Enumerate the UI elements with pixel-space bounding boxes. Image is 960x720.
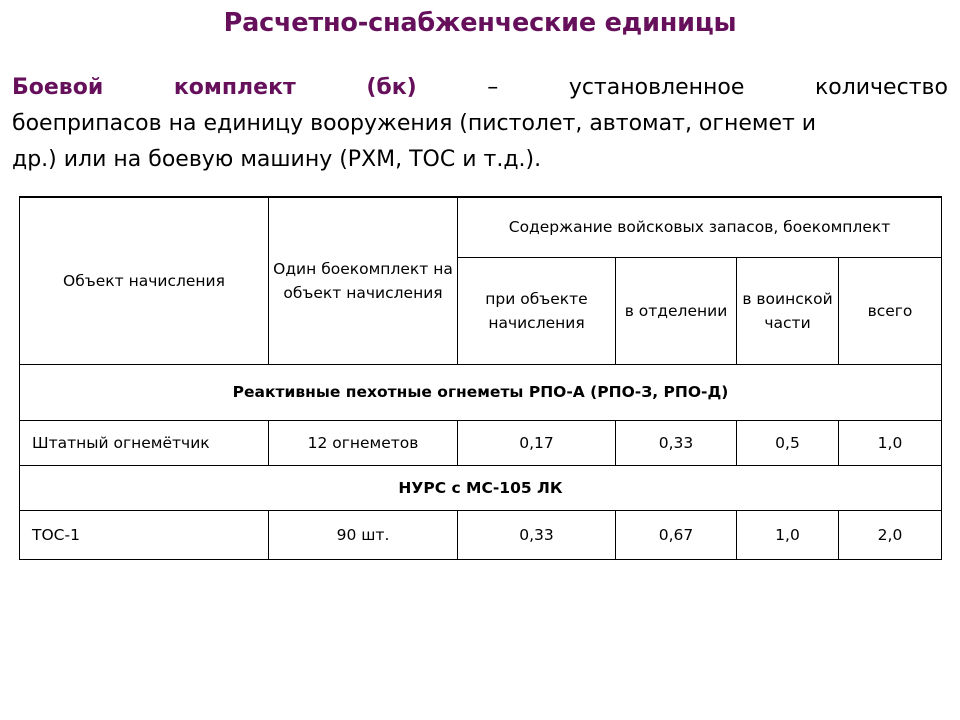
- definition-word-6: количество: [814, 75, 948, 100]
- header-at-object: при объекте начисления: [458, 257, 616, 364]
- header-one-kit: Один боекомплект на объект начисления: [269, 197, 458, 364]
- definition-dash: –: [487, 75, 499, 100]
- cell-at-object: 0,17: [458, 420, 616, 465]
- cell-at-object: 0,33: [458, 510, 616, 559]
- definition-paragraph: [12, 70, 948, 178]
- cell-kit: 12 огнеметов: [269, 420, 458, 465]
- table-row: [20, 510, 942, 559]
- header-in-unit: в воинской части: [737, 257, 839, 364]
- header-in-section: в отделении: [616, 257, 737, 364]
- cell-in-section: 0,33: [616, 420, 737, 465]
- header-row-1: [20, 197, 942, 257]
- definition-line-3: др.) или на боевую машину (РХМ, ТОС и т.д.).: [12, 147, 542, 172]
- cell-in-unit: 1,0: [737, 510, 839, 559]
- definition-line-1: [12, 70, 948, 106]
- term-word-3: (бк): [366, 75, 417, 100]
- cell-kit: 90 шт.: [269, 510, 458, 559]
- header-content: Содержание войсковых запасов, боекомплект: [458, 197, 942, 257]
- term-word-1: Боевой: [12, 75, 104, 100]
- cell-total: 2,0: [839, 510, 942, 559]
- section-row: [20, 364, 942, 420]
- definition-word-5: установленное: [568, 75, 745, 100]
- supply-units-table: [19, 196, 942, 560]
- section-title: НУРС с МС-105 ЛК: [20, 465, 942, 510]
- definition-line-2: боеприпасов на единицу вооружения (пистолет, автомат, огнемет и: [12, 111, 817, 136]
- table-row: [20, 420, 942, 465]
- header-total: всего: [839, 257, 942, 364]
- section-row: [20, 465, 942, 510]
- cell-object: Штатный огнемётчик: [20, 420, 269, 465]
- cell-in-section: 0,67: [616, 510, 737, 559]
- term-word-2: комплект: [173, 75, 296, 100]
- cell-total: 1,0: [839, 420, 942, 465]
- cell-object: ТОС-1: [20, 510, 269, 559]
- section-title: Реактивные пехотные огнеметы РПО-А (РПО-З, РПО-Д): [20, 364, 942, 420]
- header-object: Объект начисления: [20, 197, 269, 364]
- slide-title: Расчетно-снабженческие единицы: [223, 8, 737, 38]
- cell-in-unit: 0,5: [737, 420, 839, 465]
